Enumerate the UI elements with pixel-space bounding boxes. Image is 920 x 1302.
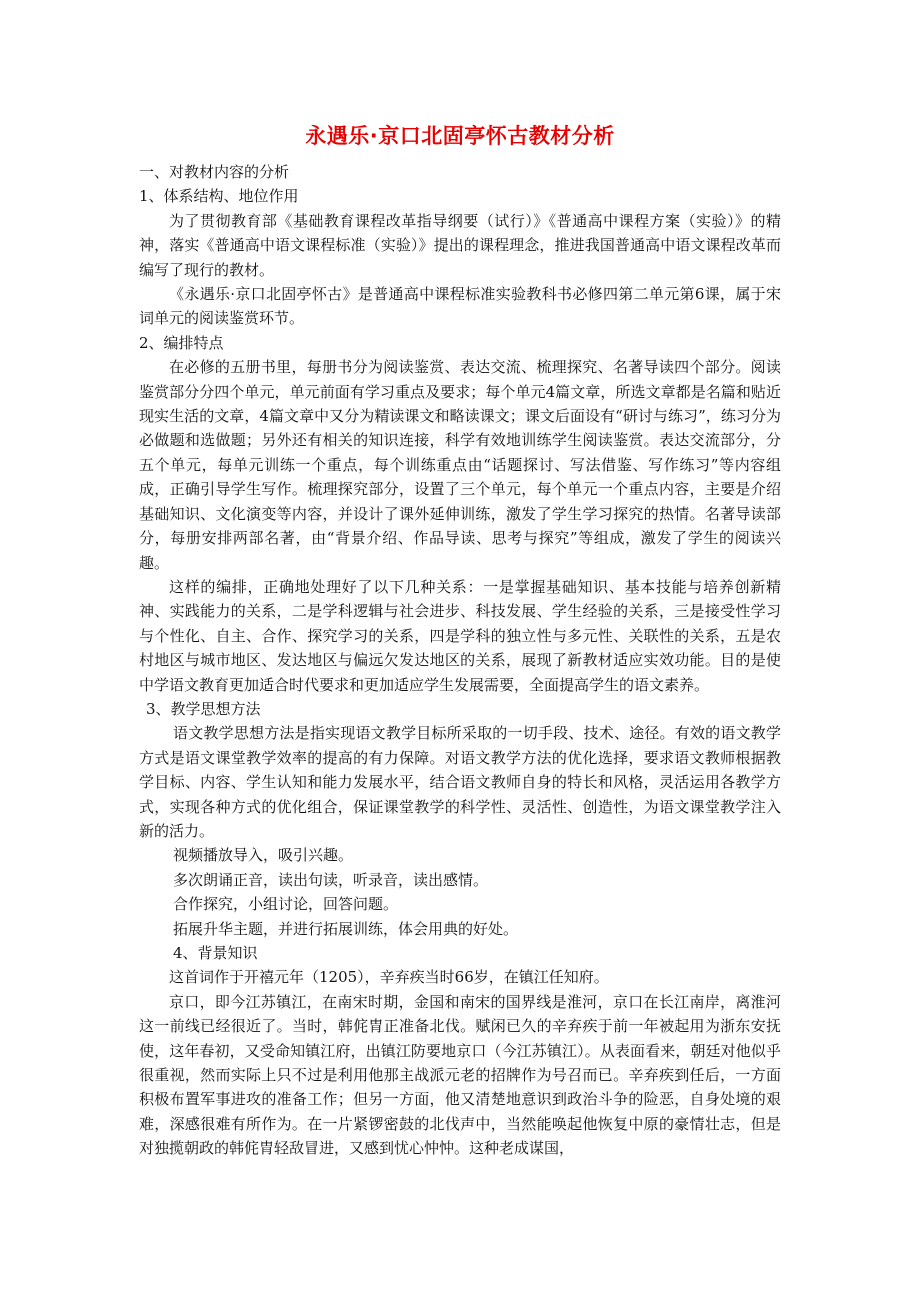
paragraph: 语文教学思想方法是指实现语文教学目标所采取的一切手段、技术、途径。有效的语文教学方式是语文课堂教学效率的提高的有力保障。对语文教学方法的优化选择，要求语文教师根据教学目标、内容、学生认知和能力发展水平，结合语文教师自身的特长和风格，灵活运用各教学方式，实现各种方式的优化组合，保证课堂教学的科学性、灵活性、创造性，为语文课堂教学注入新的活力。 bbox=[139, 724, 781, 840]
paragraph: 《永遇乐·京口北固亭怀古》是普通高中课程标准实验教科书必修四第二单元第6课，属于宋词单元的阅读鉴赏环节。 bbox=[139, 285, 781, 328]
paragraph: 这首词作于开禧元年（1205），辛弃疾当时66岁，在镇江任知府。 bbox=[169, 968, 609, 987]
method-item: 多次朗诵正音，读出句读，听录音，读出感情。 bbox=[173, 870, 489, 889]
subsection-heading: 1、体系结构、地位作用 bbox=[139, 187, 299, 206]
document-body bbox=[139, 160, 781, 1161]
paragraph: 在必修的五册书里，每册书分为阅读鉴赏、表达交流、梳理探究、名著导读四个部分。阅读鉴赏部分分四个单元，单元前面有学习重点及要求；每个单元4篇文章，所选文章都是名篇和贴近现实生活的文章，4篇文章中又分为精读课文和略读课文；课文后面设有“研讨与练习”，练习分为必做题和选做题；另外还有相关的知识连接，科学有效地训练学生阅读鉴赏。表达交流部分，分五个单元，每单元训练一个重点，每个训练重点由“话题探讨、写法借鉴、写作练习”等内容组成，正确引导学生写作。梳理探究部分，设置了三个单元，每个单元一个重点内容，主要是介绍基础知识、文化演变等内容，并设计了课外延伸训练，激发了学生学习探究的热情。名著导读部分，每册安排两部名著，由“背景介绍、作品导读、思考与探究”等组成，激发了学生的阅读兴趣。 bbox=[139, 358, 781, 572]
paragraph: 京口，即今江苏镇江，在南宋时期，金国和南宋的国界线是淮河，京口在长江南岸，离淮河这一前线已经很近了。当时，韩侂胄正准备北伐。赋闲已久的辛弃疾于前一年被起用为浙东安抚使，这年春初，又受命知镇江府，出镇江防要地京口（今江苏镇江）。从表面看来，朝廷对他似乎很重视，然而实际上只不过是利用他那主战派元老的招牌作为号召而已。辛弃疾到任后，一方面积极布置军事进攻的准备工作；但另一方面，他又清楚地意识到政治斗争的险恶，自身处境的艰难，深感很难有所作为。在一片紧锣密鼓的北伐声中，当然能唤起他恢复中原的豪情壮志，但是对独揽朝政的韩侂胄轻敌冒进，又感到忧心忡忡。这种老成谋国， bbox=[139, 992, 781, 1158]
subsection-heading: 4、背景知识 bbox=[173, 944, 258, 962]
subsection-heading: 3、教学思想方法 bbox=[146, 699, 261, 718]
paragraph: 这样的编排，正确地处理好了以下几种关系：一是掌握基础知识、基本技能与培养创新精神、实践能力的关系，二是学科逻辑与社会进步、科技发展、学生经验的关系，三是接受性学习与个性化、自主、合作、探究学习的关系，四是学科的独立性与多元性、关联性的关系，五是农村地区与城市地区、发达地区与偏远欠发达地区的关系，展现了新教材适应实效功能。目的是使中学语文教育更加适合时代要求和更加适应学生发展需要，全面提高学生的语文素养。 bbox=[139, 577, 781, 694]
method-item: 视频播放导入，吸引兴趣。 bbox=[173, 846, 354, 865]
section-heading: 一、对教材内容的分析 bbox=[139, 163, 290, 181]
subsection-heading: 2、编排特点 bbox=[139, 333, 224, 352]
document-title: 永遇乐·京口北固亭怀古教材分析 bbox=[305, 124, 615, 148]
method-item: 合作探究，小组讨论，回答问题。 bbox=[173, 895, 399, 914]
method-item: 拓展升华主题，并进行拓展训练，体会用典的好处。 bbox=[173, 919, 519, 938]
paragraph: 为了贯彻教育部《基础教育课程改革指导纲要（试行）》《普通高中课程方案（实验）》的精神，落实《普通高中语文课程标准（实验）》提出的课程理念，推进我国普通高中语文课程改革而编写了现行的教材。 bbox=[139, 211, 781, 279]
